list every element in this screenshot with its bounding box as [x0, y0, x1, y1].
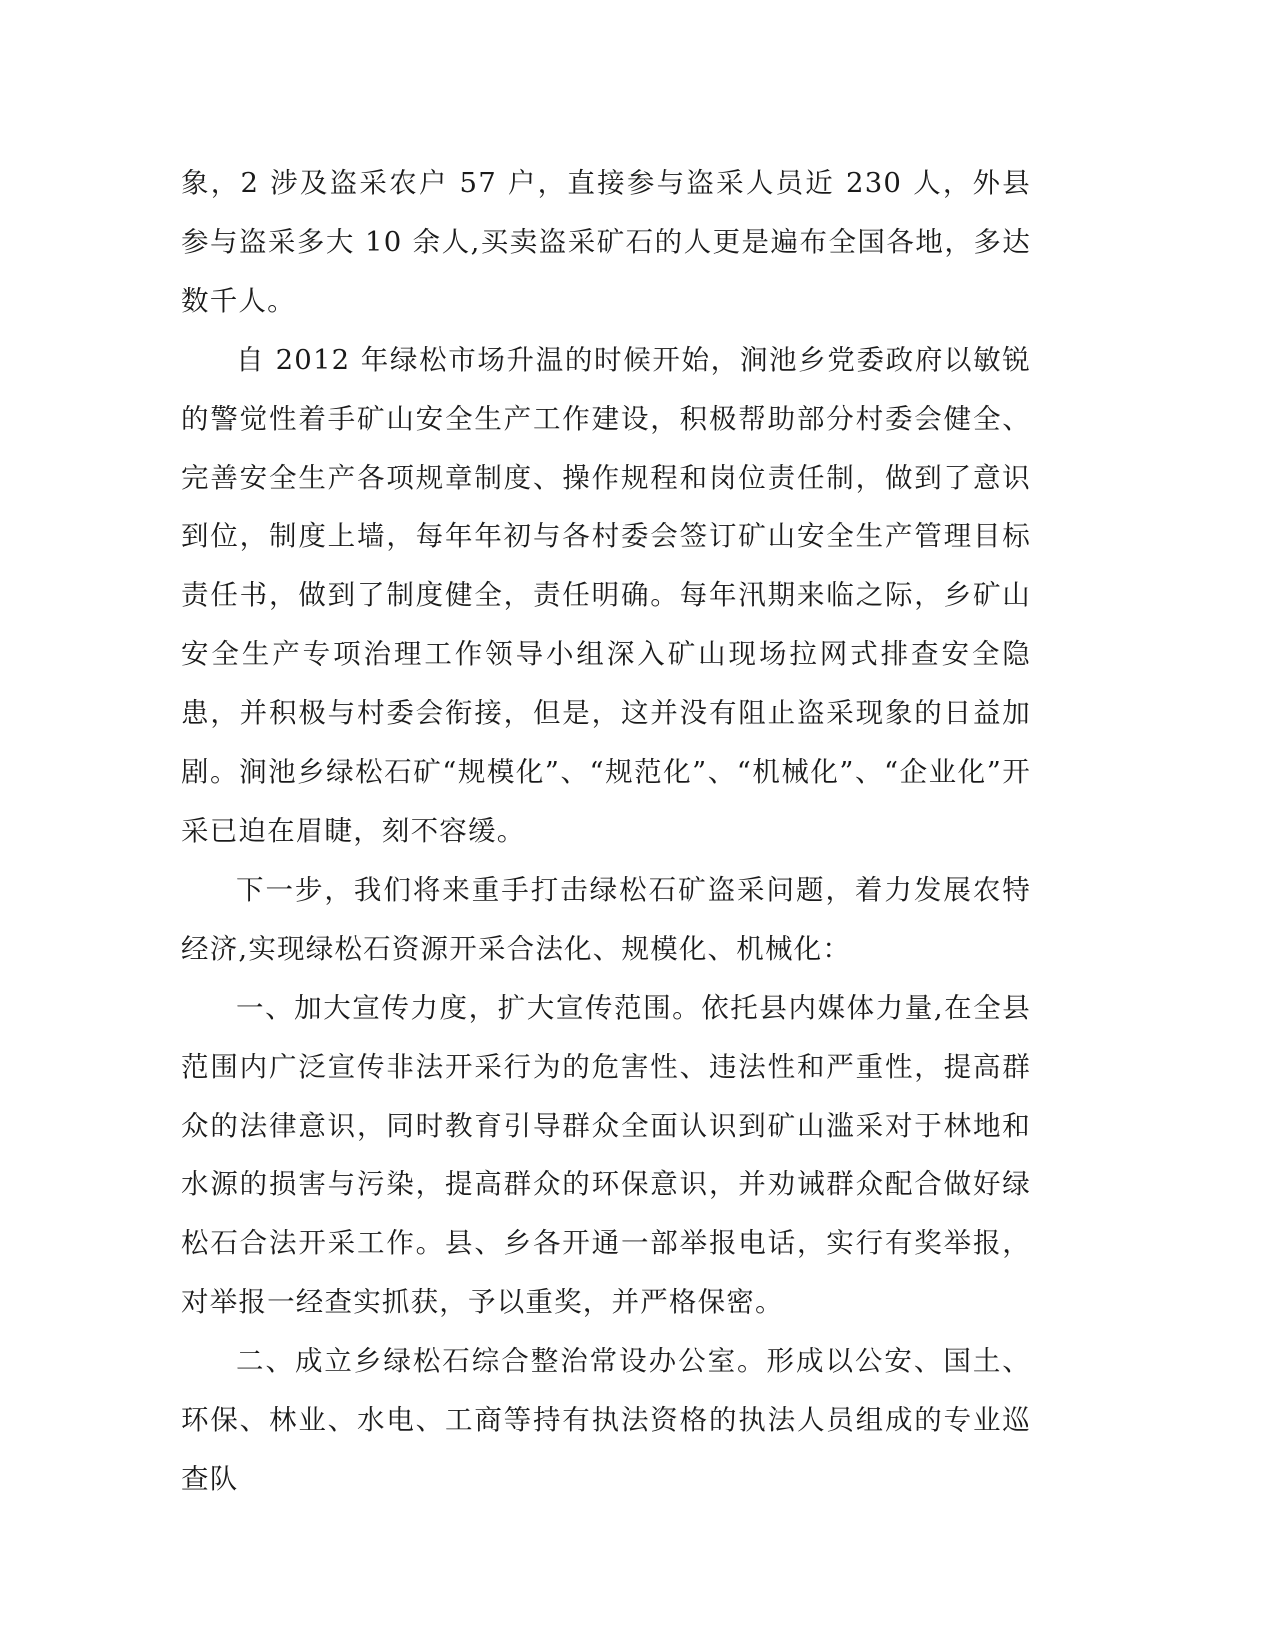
paragraph-point-two: 二、成立乡绿松石综合整治常设办公室。形成以公安、国土、环保、林业、水电、工商等持有执法资格的执法人员组成的专业巡查队	[181, 1345, 1031, 1495]
paragraph-next-step: 下一步，我们将来重手打击绿松石矿盗采问题，着力发展农特经济,实现绿松石资源开采合法化、规模化、机械化：	[181, 873, 1031, 965]
paragraph-since-2012: 自 2012 年绿松市场升温的时候开始，涧池乡党委政府以敏锐的警觉性着手矿山安全生产工作建设，积极帮助部分村委会健全、完善安全生产各项规章制度、操作规程和岗位责任制，做到了意识到位，制度上墙，每年年初与各村委会签订矿山安全生产管理目标责任书，做到了制度健全，责任明确。每年汛期来临之际，乡矿山安全生产专项治理工作领导小组深入矿山现场拉网式排查安全隐患，并积极与村委会衔接，但是，这并没有阻止盗采现象的日益加剧。涧池乡绿松石矿“规模化”、“规范化”、“机械化”、“企业化”开采已迫在眉睫，刻不容缓。	[181, 343, 1031, 847]
body-text	[181, 154, 1031, 1509]
paragraph-continuation: 象，2 涉及盗采农户 57 户，直接参与盗采人员近 230 人，外县参与盗采多大 10 余人,买卖盗采矿石的人更是遍布全国各地，多达数千人。	[181, 167, 1031, 317]
paragraph-point-one: 一、加大宣传力度，扩大宣传范围。依托县内媒体力量,在全县范围内广泛宣传非法开采行为的危害性、违法性和严重性，提高群众的法律意识，同时教育引导群众全面认识到矿山滥采对于林地和水源的损害与污染，提高群众的环保意识，并劝诫群众配合做好绿松石合法开采工作。县、乡各开通一部举报电话，实行有奖举报，对举报一经查实抓获，予以重奖，并严格保密。	[181, 991, 1031, 1319]
